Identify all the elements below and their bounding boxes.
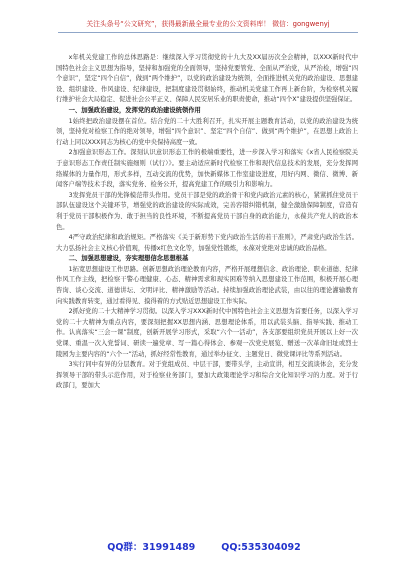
paragraph-2-3: 3实行同中有异的分层教育。对于党组成员、中层干部，要带头学，主动宣讲，相互交流谈体会，充分发挥领导干部的带头示范作用，对于检察业务部门，要加大政策理论学习和综合文化知识学习的力度。对于行政部门，要加大 bbox=[56, 361, 358, 390]
footer-contacts bbox=[0, 541, 408, 555]
section-heading-1: 一、加强政治建设，发挥党的政治建设统领作用 bbox=[68, 106, 201, 114]
qq-number-label: QQ:535304092 bbox=[221, 542, 301, 553]
paragraph-1-2: 2加强意识形态工作。深刻认识意识形态工作的极端重要性，进一步深入学习和落实《x省人民检察院关于意识形态工作责任制实施细则（试行）》。要主动适应新时代检察工作和现代信息技术的发展，充分发挥网络媒体的力量作用，形式多样，互动交流的优势，加快新媒体工作室建设进度，用好内网、微信、微博、新闻客户端等技术手段，落实党务、检务公开，提高党建工作的吸引力和影响力。 bbox=[56, 149, 358, 189]
section-heading-2: 二、加强思想建设，夯实理想信念思想根基 bbox=[68, 255, 189, 263]
intro-paragraph: x年机关党建工作的总体思路是：继续深入学习贯彻党的十九大及XX届历次全会精神，以XXX新时代中国特色社会主义思想为指导，坚持和加强党的全面领导，坚持党要管党、全面从严治党，从严治检，增强“四个意识”，坚定“四个自信”，做到“两个维护”，以党的政治建设为统领，全面推进机关党的政治建设、思想建设、组织建设、作风建设、纪律建设，把制度建设贯彻始终，推动机关党建工作再上新台阶，为检察机关履行维护社会大局稳定、促进社会公平正义、保障人民安居乐业的职责使命，推动“四个X”建设提供坚强保证。 bbox=[56, 54, 358, 104]
document-body bbox=[56, 53, 358, 392]
paragraph-2-2: 2抓好党的二十大精神学习贯彻。以深入学习XXX新时代中国特色社会主义思想为首要任务，以深入学习党的二十大精神为重点内容，要深刻把握XX思想内涵、思想理论体系，用以武装头脑、指导实践、推动工作。认真落实“三会一课”制度，创新开展学习形式，采取“六个一活动”，各支部要组织党员开展以上好一次党课、重温一次入党誓词、研读一遍党章、写一篇心得体会、参观一次党史展览、赠送一次革命旧址或烈士陵园为主要内容的“六个一”活动，抓好经常性教育，通过举办征文、主题党日、微党课评比等系列活动。 bbox=[56, 308, 358, 358]
paragraph-1-3: 3发挥党员干部的先锋模范带头作用。党员干部是党的政治骨干和党内政治元素的核心，紧紧抓住党员干部队伍建设这个关键环节，增强党的政治建设的实际成效，完善容错纠错机制，健全激励保障制度，营造有利于党员干部积极作为、敢于担当的良性环境，不断提高党员干部自身的政治能力，永葆共产党人的政治本色。 bbox=[56, 191, 358, 231]
paragraph-1-1: 1始终把政治建设摆在首位。结合党的二十大胜利召开，扎实开展主题教育活动，以党的政治建设为统领，坚持党对检察工作的绝对领导，增强“四个意识”、坚定“四个自信”、做到“两个维护”，在思想上政治上行动上同以XXX同志为核心的党中央保持高度一致。 bbox=[56, 117, 358, 146]
paragraph-2-1: 1拓宽思想建设工作思路。创新思想政治理论教育内容，严格开展理想信念、政治理论、职业道德、纪律作风工作主线，把检察干警心理健康、心态、精神需求和现实困难等纳入思想建设工作范围，积极开展心理咨询、谈心交流、道德讲坛、文明评比、精神激励等活动。持续加强政治理论武装，由以往的理论灌输教育向实践教育转变，通过看得见、摸得着的方式贴近思想建设工作实际。 bbox=[56, 265, 358, 305]
paragraph-1-4: 4严守政治纪律和政治规矩。严格落实《关于新形势下党内政治生活的若干准则》，严肃党内政治生活。大力弘扬社会主义核心价值观，传播x红色文化等，加强党性锻炼，永葆对党绝对忠诚的政治品格。 bbox=[56, 234, 358, 252]
qq-group-label: QQ群：31991489 bbox=[107, 542, 196, 553]
header-banner: 关注头条号“公文研究”，获得最新最全最专业的公文资料库！ 微信：gongwenyj bbox=[58, 20, 358, 33]
